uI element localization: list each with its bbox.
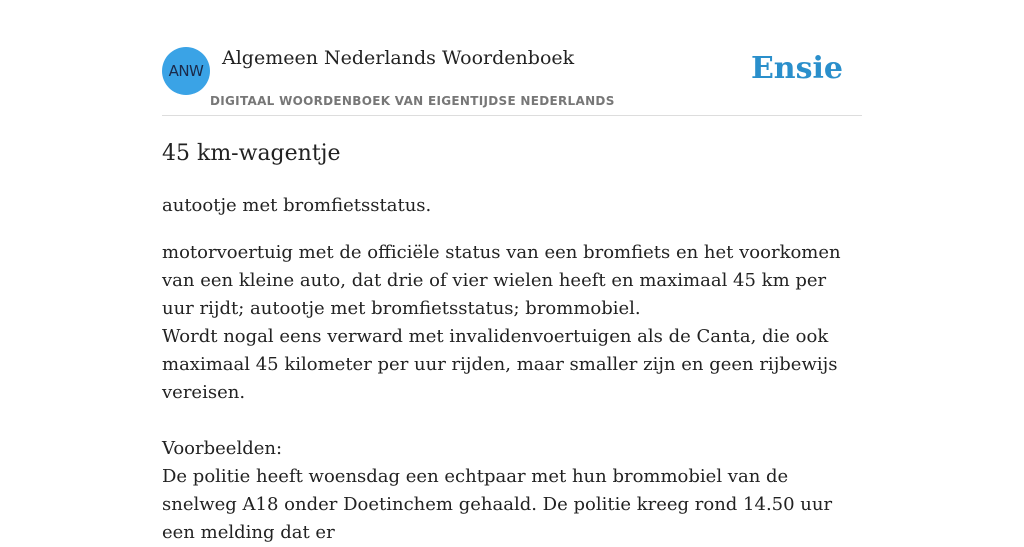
page xyxy=(162,0,862,543)
example-text: De politie heeft woensdag een echtpaar met hun brommobiel van de snelweg A18 onder Doetinchem gehaald. De politie kreeg rond 14.50 uur een melding dat er xyxy=(162,466,833,543)
site-title[interactable]: Algemeen Nederlands Woordenboek xyxy=(222,47,575,69)
spacer xyxy=(162,407,862,435)
anw-logo[interactable]: ANW xyxy=(162,47,210,95)
short-definition: autootje met bromfietsstatus. xyxy=(162,195,432,216)
ensie-brand-link[interactable]: Ensie xyxy=(750,51,843,86)
definition-text: motorvoertuig met de officiële status van een bromfiets en het voorkomen van een kleine auto, dat drie of vier wielen heeft en maximaal 45 km per uur rijdt; autootje met bromfietsstatus; brommobiel. xyxy=(162,242,841,319)
examples-label: Voorbeelden: xyxy=(162,438,283,459)
entry-title: 45 km-wagentje xyxy=(162,141,341,166)
site-subtitle: DIGITAAL WOORDENBOEK VAN EIGENTIJDSE NEDERLANDS xyxy=(210,94,615,108)
note-text: Wordt nogal eens verward met invalidenvoertuigen als de Canta, die ook maximaal 45 kilometer per uur rijden, maar smaller zijn en geen rijbewijs vereisen. xyxy=(162,326,838,403)
entry-body xyxy=(162,239,862,547)
site-header xyxy=(162,0,862,116)
